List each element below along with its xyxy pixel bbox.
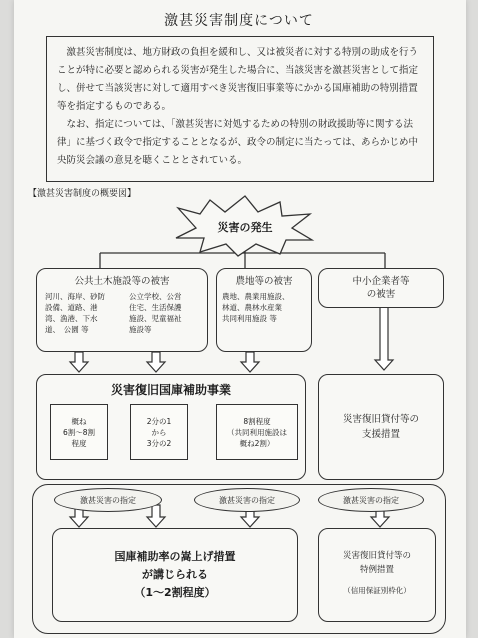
disaster-occurrence-label: 災害の発生 [217, 221, 273, 234]
public-facilities-damage-box [36, 268, 208, 352]
public-facilities-list-left: 河川、海岸、砂防 設備、道路、港 湾、漁港、下水 道、 公園 等 [45, 292, 105, 334]
arrow-down [241, 352, 259, 372]
page-title: 激甚災害制度について [164, 13, 314, 29]
designation-ellipse-1: 激甚災害の指定 [54, 488, 162, 512]
public-facilities-damage-title: 公共土木施設等の被害 [74, 276, 170, 287]
agricultural-damage-list: 農地、農業用施設、 林道、農林水産業 共同利用施設 等 [222, 292, 290, 323]
public-facilities-list-right: 公立学校、公営 住宅、生活保護 施設、児童福祉 施設等 [129, 292, 182, 334]
agricultural-damage-box [216, 268, 312, 352]
subsidy-rate-public: 概ね 6割～8割 程度 [50, 404, 108, 460]
arrow-down [147, 352, 165, 372]
sme-damage-title: 中小企業者等 の被害 [352, 276, 410, 300]
intro-paragraph-2: なお、指定については、「激甚災害に対処するための特別の財政援助等に関する法律」に基づく政令で指定することとなるが、政令の制定に当たっては、あらかじめ中央防災会議の意見を聴くこととされている。 [57, 119, 419, 166]
subsidy-increase-box [52, 528, 298, 622]
loan-special-measure-box [318, 528, 436, 622]
loan-special-measure-text: 災害復旧貸付等の 特例措置 [342, 551, 411, 575]
subsidy-rate-schools: 2分の1 から 3分の2 [130, 404, 188, 460]
figure-label: 【激甚災害制度の概要図】 [28, 189, 137, 199]
arrow-down [70, 352, 88, 372]
arrow-down [375, 300, 393, 370]
agricultural-damage-title: 農地等の被害 [235, 276, 293, 287]
loan-support-title: 災害復旧貸付等の 支援措置 [342, 414, 419, 440]
intro-paragraph-1: 激甚災害制度は、地方財政の負担を緩和し、又は被災者に対する特別の助成を行うことが特に必要と認められる災害が発生した場合に、当該災害を激甚災害として指定し、併せて当該災害に対して適用すべき災害復旧事業等にかかる国庫補助の特別措置等を指定するものである。 [57, 47, 419, 112]
subsidy-rate-agricultural: 8割程度 （共同利用施設は 概ね2割） [216, 404, 298, 460]
credit-guarantee-note: （信用保証別枠化） [343, 586, 411, 595]
sme-damage-box [318, 268, 444, 308]
designation-ellipse-2: 激甚災害の指定 [194, 488, 300, 512]
loan-support-box [318, 374, 444, 480]
designation-ellipse-3: 激甚災害の指定 [318, 488, 424, 512]
recovery-subsidy-title: 災害復旧国庫補助事業 [110, 383, 231, 397]
subsidy-increase-text: 国庫補助率の嵩上げ措置 が講じられる （1～2割程度） [114, 550, 236, 599]
